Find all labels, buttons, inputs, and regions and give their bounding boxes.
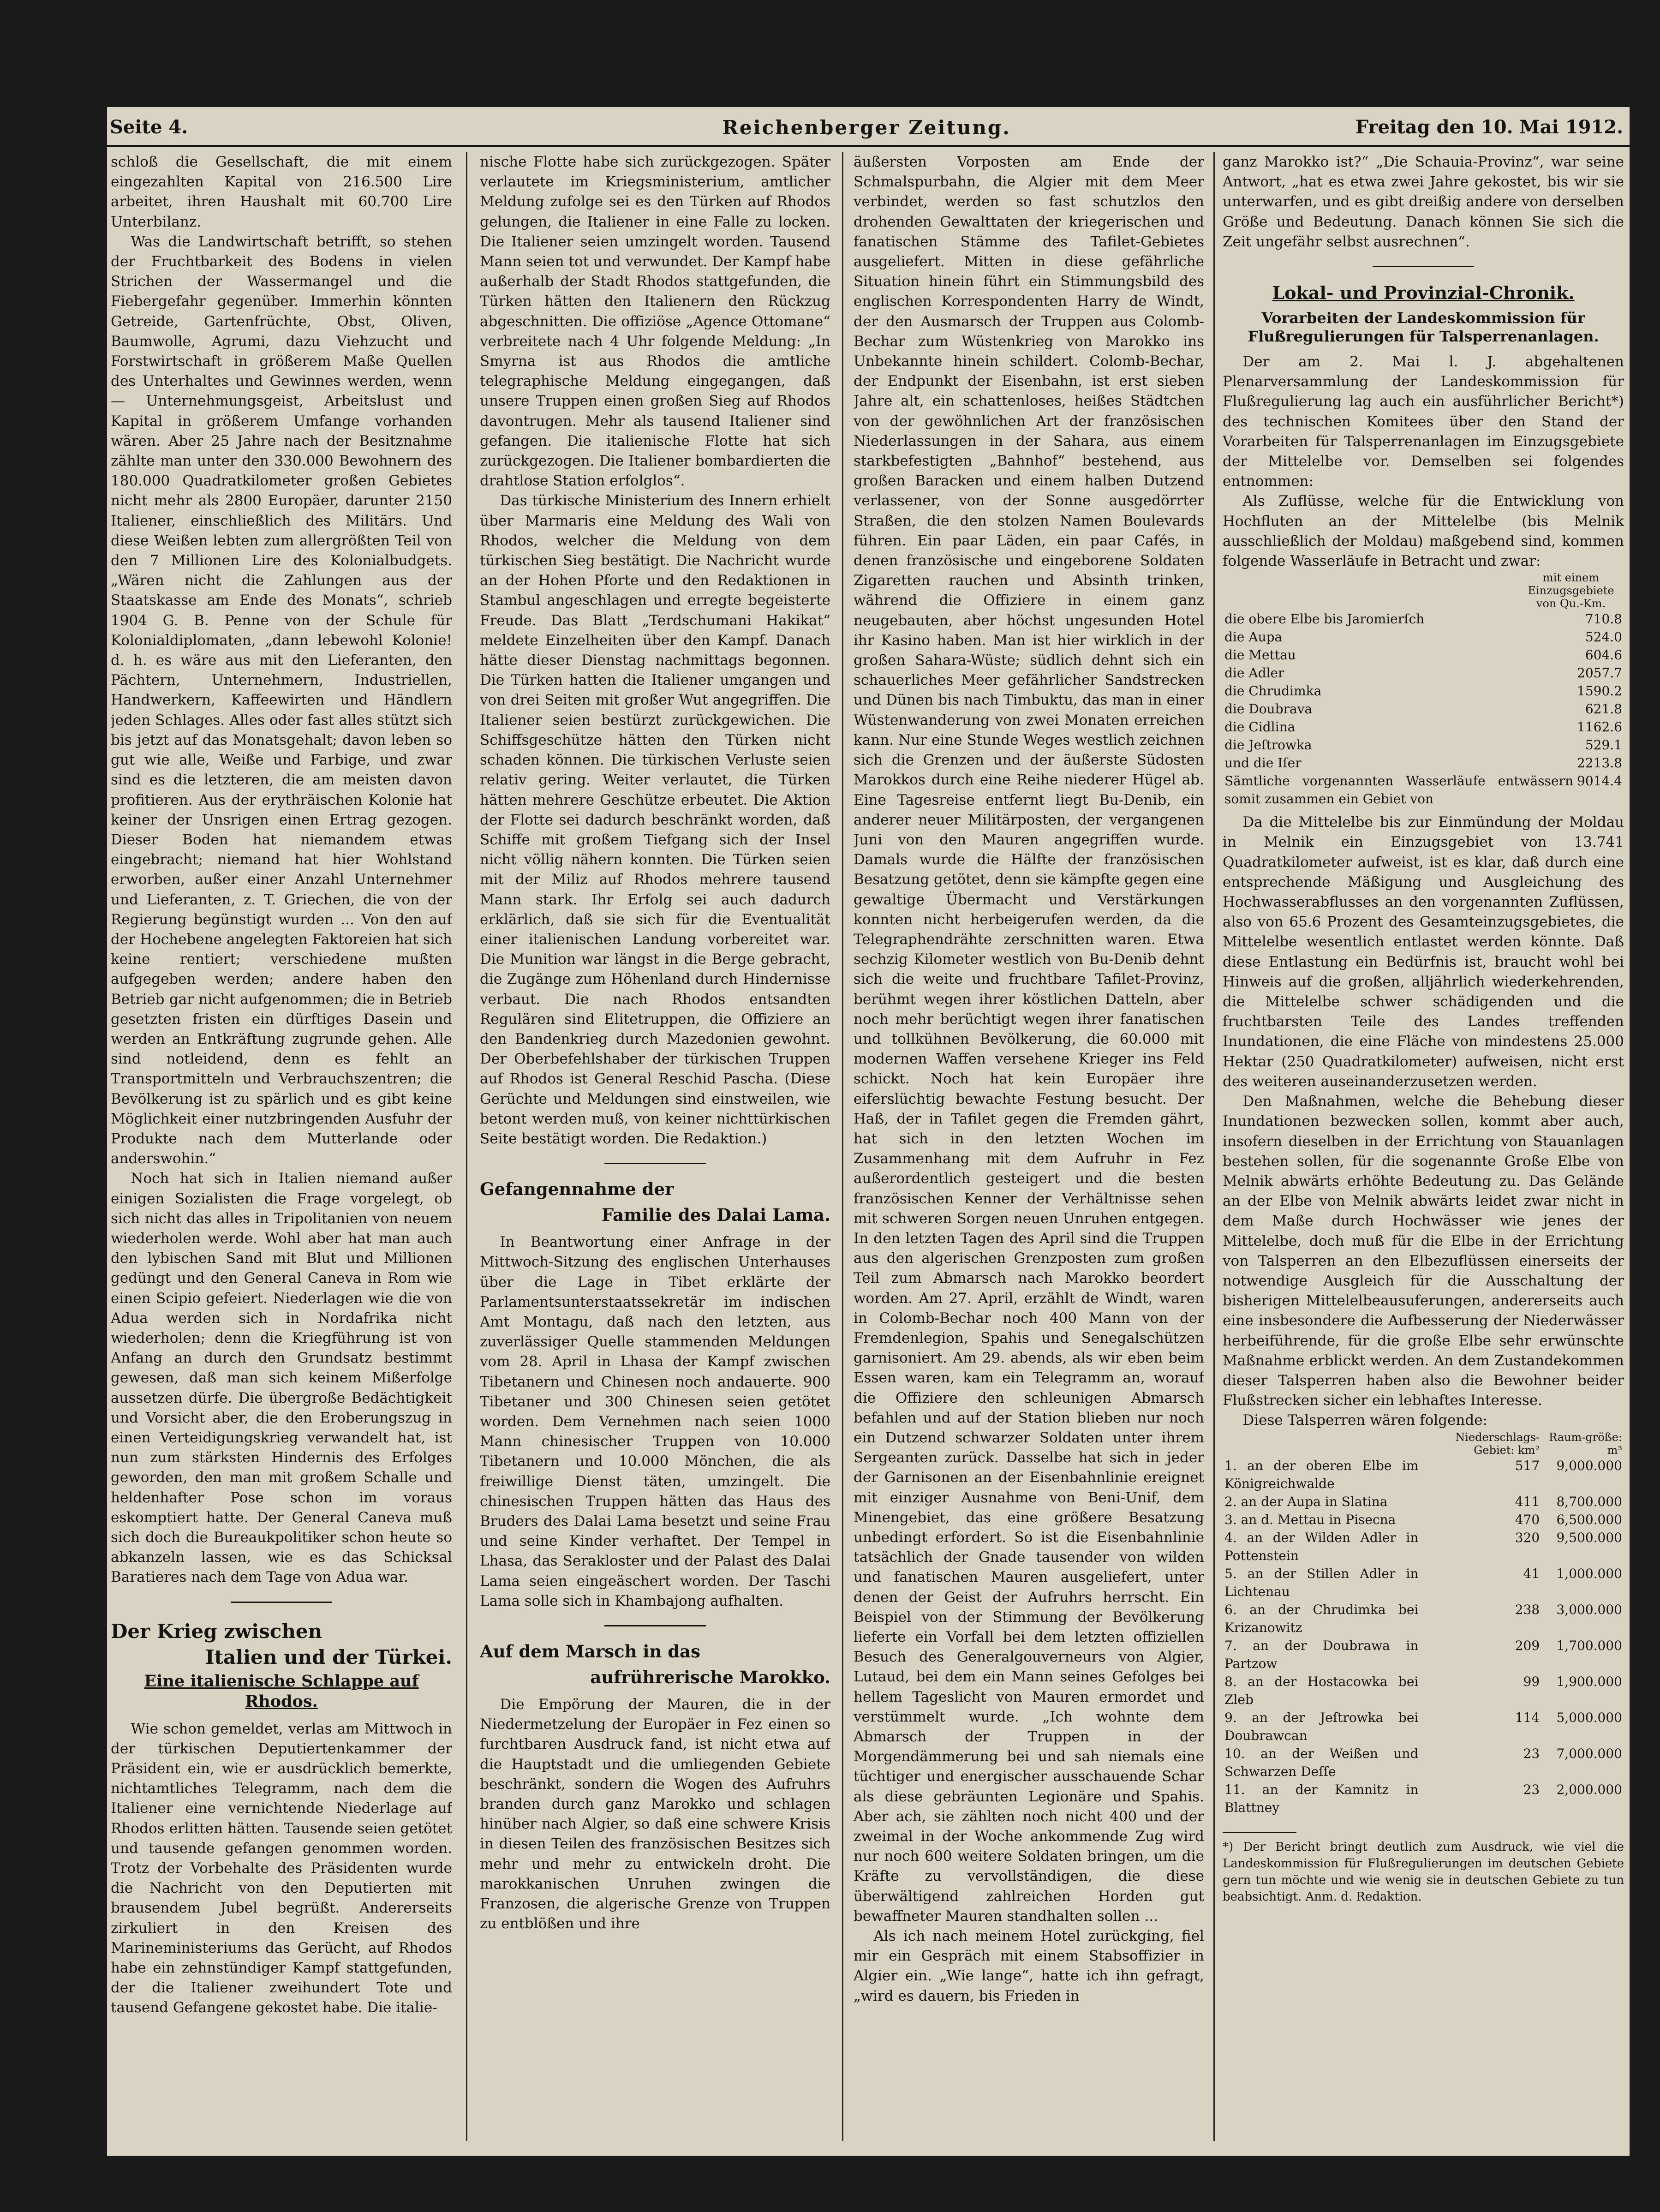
- column-divider: [466, 152, 467, 2141]
- article-paragraph: Noch hat sich in Italien niemand außer einigen Sozialisten die Frage vorgelegt, ob sich nicht das alles in Tripolitanien von neuem wiederholen werde. Wohl aber hat man auch den lybischen Sand mit Blut und Millionen gedüngt und den General Caneva in Rom wie einen Scipio gefeiert. Niederlagen wie die von Adua werden sich in Nordafrika nicht wiederholen; denn die Kriegführung ist von Anfang an durch den Grundsatz bestimmt gewesen, daß man sich keinem Mißerfolge aussetzen dürfe. Die übergroße Bedächtigkeit und Vorsicht aber, die den Eroberungszug in einen Verteidigungskrieg verwandelt hat, ist nun zum stärksten Hindernis des Erfolges geworden, den man mit großem Schalle und heldenhafter Pose schon im voraus eskomptiert hatte. Der General Caneva muß sich doch die Bureaukpolitiker schon heute so abkanzeln lassen, wie es das Schicksal Baratieres nach dem Tage von Adua war.: [111, 1170, 452, 1586]
- page-header: [110, 116, 1623, 142]
- dam-table-header-area: Niederschlags-Gebiet: km²: [1455, 1430, 1540, 1457]
- row-volume: 3,000.000: [1556, 1602, 1622, 1617]
- issue-date: Freitag den 10. Mai 1912.: [1355, 116, 1623, 138]
- row-label: 10. an der Weißen und Schwarzen Deſſe: [1224, 1746, 1419, 1779]
- headline-war: Der Krieg zwischen: [111, 1620, 322, 1643]
- row-label: 8. an der Hostacowka bei Zleb: [1224, 1674, 1419, 1707]
- table-row: [1223, 700, 1624, 718]
- row-label: die Jeſtrowka: [1224, 737, 1312, 753]
- row-volume: 1,900.000: [1556, 1674, 1622, 1689]
- headline-dalai-lama-2: Familie des Dalai Lama.: [601, 1205, 830, 1226]
- subheadline-talsperren: Vorarbeiten der Landeskommission für Flußregulierungen für Talsperrenanlagen.: [1248, 309, 1599, 346]
- row-value: 529.1: [1585, 737, 1622, 753]
- row-area: 209: [1515, 1638, 1540, 1653]
- table-row: [1223, 1457, 1624, 1493]
- catchment-table: [1223, 610, 1624, 808]
- row-area: 320: [1515, 1530, 1540, 1545]
- row-label: die Aupa: [1224, 629, 1283, 645]
- table-row: [1223, 646, 1624, 664]
- article-paragraph: In Beantwortung einer Anfrage in der Mittwoch-Sitzung des englischen Unterhauses über die Lage in Tibet erklärte der Parlamentsunterstaatssekretär im indischen Amt Montagu, daß nach den letzten, aus zuverlässiger Quelle stammenden Meldungen vom 28. April in Lhasa der Kampf zwischen Tibetanern und Chinesen noch andauerte. 900 Tibetaner und 300 Chinesen seien getötet worden. Dem Vernehmen nach seien 1000 Mann chinesischer Truppen von 10.000 Tibetanern und 10.000 Mönchen, die als freiwillige Dienst täten, umzingelt. Die chinesischen Truppen hätten das Haus des Bruders des Dalai Lama besetzt und seine Frau und seine Kinder verhaftet. Der Tempel in Lhasa, das Serakloster und der Palast des Dalai Lama seien eingeäschert worden. Der Taschi Lama solle sich in Khambajong aufhalten.: [480, 1234, 830, 1609]
- row-area: 238: [1515, 1602, 1540, 1617]
- article-paragraph: äußersten Vorposten am Ende der Schmalspurbahn, die Algier mit dem Meer verbindet, werden so fast schutzlos den drohenden Gewalttaten der kriegerischen und fanatischen Stämme des Tafilet-Gebietes ausgeliefert. Mitten in diese gefährliche Situation hinein führt ein Stimmungsbild des englischen Korrespondenten Harry de Windt, der den Ausmarsch der Truppen aus Colomb-Bechar zum Wüstenkrieg von Marokko ins Unbekannte hinein schildert. Colomb-Bechar, der Endpunkt der Eisenbahn, ist erst sieben Jahre alt, ein schattenloses, heißes Städtchen von der gewöhnlichen Art der französischen Niederlassungen in der Sahara, aus einem starkbefestigten „Bahnhof“ bestehend, aus großen Baracken und einem halben Dutzend verlassener, von der Sonne ausgedörrter Straßen, die den stolzen Namen Boulevards führen. Ein paar Läden, ein paar Cafés, in denen französische und eingeborene Soldaten Zigaretten rauchen und Absinth trinken, während die Offiziere in einem ganz neugebauten, aber höchst ungesunden Hotel ihr Kasino haben. Man ist hier wirklich in der großen Sahara-Wüste; südlich dehnt sich ein schauerliches Meer gefährlicher Sandstrecken und Dünen bis nach Timbuktu, das man in einer Wüstenwanderung von zwei Monaten erreichen kann. Nur eine Stunde Weges westlich zeichnen sich die Grenzen und der äußerste Südosten Marokkos durch eine Reihe niederer Hügel ab. Eine Tagesreise entfernt liegt Bu-Denib, ein anderer neuer Militärposten, der vergangenen Juni von den Mauren angegriffen wurde. Damals wurde die Hälfte der französischen Besatzung getötet, denn sie kämpfte gegen eine gewaltige Übermacht und Verstärkungen konnten nicht herbeigerufen werden, da die Telegraphendrähte zerschnitten waren. Etwa sechzig Kilometer westlich von Bu-Denib dehnt sich die weite und fruchtbare Tafilet-Provinz, berühmt wegen ihrer köstlichen Datteln, aber noch mehr berüchtigt wegen ihrer fanatischen und tollkühnen Bevölkerung, die 60.000 mit modernen Waffen versehene Krieger ins Feld schickt. Noch hat kein Europäer ihre eiferslüchtig bewachte Festung besucht. Der Haß, der in Tafilet gegen die Fremden gährt, hat sich in den letzten Wochen im Zusammenhang mit dem Aufruhr in Fez außerordentlich gesteigert und die besten französischen Kenner der Verhältnisse sehen mit schweren Sorgen neuen Unruhen entgegen. In den letzten Tagen des April sind die Truppen aus den algerischen Grenzposten zum großen Teil zum Abmarsch nach Marokko beordert worden. Am 27. April, erzählt de Windt, waren in Colomb-Bechar noch 400 Mann von der Fremdenlegion, Spahis und Senegalschützen garnisoniert. Am 29. abends, als wir eben beim Essen waren, kam ein Telegramm an, worauf die Offiziere den schleunigen Abmarsch befahlen und auf der Station blieben nur noch ein Dutzend schwarzer Soldaten unter ihrem Sergeanten zurück. Dasselbe hat sich in jeder der Garnisonen an der Eisenbahnlinie ereignet mit einziger Ausnahme von Beni-Unif, dem Minengebiet, das eine größere Besatzung unbedingt erfordert. So ist die Eisenbahnlinie tatsächlich der Gnade tausender von wilden und fanatischen Mauren ausgeliefert, unter denen der Geist der Aufruhrs herrscht. Ein Beispiel von der Stimmung der Bevölkerung lieferte ein Vorfall bei dem letzten offiziellen Besuch des Generalgouverneurs von Algier, Lutaud, bei dem ein Mann seines Gefolges bei hellem Tageslicht von Mauren ermordet und verstümmelt wurde. „Ich wohnte dem Abmarsch der Truppen in der Morgendämmerung bei und sah niemals eine tüchtiger und energischer ausschauende Schar als diese gebräunten Legionäre und Spahis. Aber ach, sie zählten noch nicht 400 und der zweimal in der Woche ankommende Zug wird nur noch 600 weitere Soldaten bringen, um die Kräfte zu vervollständigen, die diese überwältigend zahlreichen Horden gut bewaffneter Mauren standhalten sollen ...: [854, 154, 1204, 1925]
- row-label: 3. an d. Mettau in Pisecna: [1224, 1512, 1396, 1527]
- article-paragraph: Als Zuflüsse, welche für die Entwicklung von Hochfluten an der Mittelelbe (bis Melnik ausschließlich der Moldau) maßgebend sind, kommen folgende Wasserläufe in Betracht und zwar:: [1223, 493, 1624, 570]
- table-row: [1223, 1637, 1624, 1673]
- row-value: 2057.7: [1577, 665, 1622, 681]
- row-value: 2213.8: [1577, 755, 1622, 771]
- row-label: 1. an der oberen Elbe im Königreichwalde: [1224, 1458, 1419, 1491]
- table-row: [1223, 664, 1624, 682]
- section-rule: [604, 1163, 706, 1164]
- row-area: 99: [1523, 1674, 1540, 1689]
- row-value: 710.8: [1585, 611, 1622, 627]
- headline-dalai-lama: Gefangennahme der: [480, 1179, 674, 1200]
- row-value: 1162.6: [1577, 719, 1622, 735]
- subheadline-rhodos: Eine italienische Schlappe auf Rhodos.: [144, 1671, 419, 1711]
- row-value: 604.6: [1585, 647, 1622, 663]
- row-value: 621.8: [1585, 701, 1622, 717]
- row-area: 470: [1515, 1512, 1540, 1527]
- row-label: die Cidlina: [1224, 719, 1296, 735]
- table-row: [1223, 610, 1624, 628]
- row-volume: 9,500.000: [1556, 1530, 1622, 1545]
- row-area: 23: [1523, 1746, 1540, 1761]
- section-rule: [231, 1602, 332, 1603]
- section-rule: [1373, 266, 1474, 267]
- row-label: 11. an der Kamnitz in Blattney: [1224, 1782, 1419, 1815]
- column-1: [111, 152, 452, 2150]
- article-paragraph: nische Flotte habe sich zurückgezogen. Später verlautete im Kriegsministerium, amtlicher Meldung zufolge sei es den Türken auf Rhodos gelungen, die Italiener in eine Falle zu locken. Die Italiener seien umzingelt worden. Tausend Mann seien tot und verwundet. Der Kampf habe außerhalb der Stadt Rhodos stattgefunden, die Türken hätten den Italienern den Rückzug abgeschnitten. Die offiziöse „Agence Ottomane“ verbreitete nach 4 Uhr folgende Meldung: „In Smyrna ist aus Rhodos die amtliche telegraphische Meldung eingegangen, daß unsere Truppen einen großen Sieg auf Rhodos davontrugen. Mehr als tausend Italiener sind gefangen. Die italienische Flotte hat sich zurückgezogen. Die Italiener bombardierten die drahtlose Station erfolglos“.: [480, 154, 830, 490]
- row-volume: 2,000.000: [1556, 1782, 1622, 1797]
- row-label: 7. an der Doubrawa in Partzow: [1224, 1638, 1419, 1671]
- header-rule: [107, 145, 1630, 147]
- newspaper-title: Reichenberger Zeitung.: [722, 116, 1011, 139]
- row-value: 524.0: [1585, 629, 1622, 645]
- column-3: [854, 152, 1204, 2150]
- table1-unit-header: mit einem Einzugsgebiete von Qu.-Km.: [1528, 571, 1614, 610]
- column-divider: [1213, 152, 1215, 2141]
- row-value: 9014.4: [1577, 773, 1622, 789]
- row-label: Sämtliche vorgenannten Wasserläufe entwässern somit zusammen ein Gebiet von: [1224, 773, 1574, 807]
- table-row: [1223, 718, 1624, 736]
- row-label: 2. an der Aupa in Slatina: [1224, 1494, 1388, 1509]
- table-row: [1223, 754, 1624, 772]
- table-row: [1223, 628, 1624, 646]
- article-paragraph: Da die Mittelelbe bis zur Einmündung der Moldau in Melnik ein Einzugsgebiet von 13.741 Quadratkilometer aufweist, ist es klar, daß durch eine entsprechende Mäßigung und Ausgleichung des Hochwasserabflusses an den vorgenannten Zuflüssen, also von 65.6 Prozent des Gesamteinzugsgebietes, die Mittelelbe wesentlich entlastet werden könnte. Daß diese Entlastung ein Bedürfnis ist, braucht wohl bei Hinweis auf die großen, alljährlich wiederkehrenden, die Mittelelbe schwer schädigenden und die fruchtbarsten Teile des Landes treffenden Inundationen, die eine Fläche von mindestens 25.000 Hektar (250 Quadratkilometer) aufweisen, nicht erst des weiteren auseinanderzusetzen werden.: [1223, 814, 1624, 1090]
- column-2: [480, 152, 830, 2150]
- article-paragraph: Was die Landwirtschaft betrifft, so stehen der Fruchtbarkeit des Bodens in vielen Strichen der Wassermangel und die Fiebergefahr gegenüber. Immerhin könnten Getreide, Gartenfrüchte, Obst, Oliven, Baumwolle, Agrumi, dazu Viehzucht und Forstwirtschaft in größerem Maße Quellen des Unterhaltes und Gewinnes werden, wenn — Unternehmungsgeist, Arbeitslust und Kapital in größerem Umfange vorhanden wären. Aber 25 Jahre nach der Besitznahme zählte man unter den 330.000 Bewohnern des 180.000 Quadratkilometer großen Gebietes nicht mehr als 2800 Europäer, darunter 2150 Italiener, einschließlich des Militärs. Und diese Weißen lebten zum allergrößten Teil von den 7 Millionen Lire des Kolonialbudgets. „Wären nicht die Zahlungen aus der Staatskasse am Ende des Monats“, schrieb 1904 G. B. Penne von der Schule für Kolonialdiplomaten, „dann lebewohl Kolonie! d. h. es wäre aus mit den Lieferanten, den Pächtern, Unternehmern, Industriellen, Handwerkern, Kaffeewirten und Händlern jeden Schlages. Alles oder fast alles stützt sich bis jetzt auf das Monatsgehalt; davon leben so gut wie alle, Weiße und Farbige, und zwar sind es die letzteren, die am meisten davon profitieren. Aus der erythräischen Kolonie hat keiner der Unsrigen einen Ertrag gezogen. Dieser Boden hat niemandem etwas eingebracht; niemand hat hier Wohlstand erworben, außer einer Anzahl Unternehmer und Lieferanten, z. T. Griechen, die von der Regierung begünstigt wurden ... Von den auf der Hochebene angelegten Faktoreien hat sich keine rentiert; verschiedene mußten aufgegeben werden; andere haben den Betrieb gar nicht aufgenommen; die in Betrieb gesetzten fristen ein dürftiges Dasein und werden an Entkräftung zugrunde gehen. Alle sind notleidend, denn es fehlt an Transportmitteln und Verbrauchszentren; die Bevölkerung ist zu spärlich und es gibt keine Möglichkeit einer nutzbringenden Ausfuhr der Produkte nach dem Mutterlande oder anderswohin.“: [111, 233, 452, 1167]
- row-label: 5. an der Stillen Adler in Lichtenau: [1224, 1566, 1419, 1599]
- row-label: 4. an der Wilden Adler in Pottenstein: [1224, 1530, 1419, 1563]
- article-paragraph: Wie schon gemeldet, verlas am Mittwoch in der türkischen Deputiertenkammer der Präsident ein, wie er ausdrücklich bemerkte, nichtamtliches Telegramm, nach dem die Italiener eine vernichtende Niederlage auf Rhodos erlitten hätten. Tausende seien getötet und tausende gefangen genommen worden. Trotz der Vorbehalte des Präsidenten wurde die Nachricht von den Deputierten mit brausendem Jubel begrüßt. Andererseits zirkuliert in den Kreisen des Marineministeriums das Gerücht, auf Rhodos habe ein zehnstündiger Kampf stattgefunden, der die Italiener zweihundert Tote und tausend Gefangene gekostet habe. Die italie-: [111, 1720, 452, 2016]
- table-row: [1223, 1673, 1624, 1709]
- table-row: [1223, 1565, 1624, 1601]
- table-row: [1223, 772, 1624, 808]
- article-paragraph: Diese Talsperren wären folgende:: [1242, 1412, 1488, 1429]
- row-value: 1590.2: [1577, 683, 1622, 699]
- article-paragraph: Der am 2. Mai l. J. abgehaltenen Plenarversammlung der Landeskommission für Flußregulierung lag auch ein ausführlicher Bericht*) des technischen Komitees über den Stand der Vorarbeiten für Talsperrenanlagen im Einzugsgebiete der Mittelelbe vor. Demselben sei folgendes entnommen:: [1223, 353, 1624, 490]
- footnote: *) Der Bericht bringt deutlich zum Ausdruck, wie viel die Landeskommission für Flußregulierungen im deutschen Gebiete gern tun möchte und wie wenig sie in deutschen Gebiete zu tun beabsichtigt. Anm. d. Redaktion.: [1223, 1832, 1624, 1905]
- article-paragraph: Den Maßnahmen, welche die Behebung dieser Inundationen bezwecken sollen, kommt aber auch, insofern dieselben in der Errichtung von Stauanlagen bestehen sollen, für die sogenannte Große Elbe von Melnik abwärts erhöhte Bedeutung zu. Das Gelände an der Elbe von Melnik abwärts leidet zwar nicht in dem Maße durch Hochwässer wie jenes der Mittelelbe, doch muß für die Elbe in der Errichtung von Talsperren an den Elbezuflüssen einerseits der notwendige Ausgleich für die Ausschaltung der bisherigen Mittelelbeausuferungen, andererseits auch eine insbesondere die Aufbesserung der Niederwässer herbeiführende, für die große Elbe sehr erwünschte Maßnahme erblickt werden. An dem Zustandekommen dieser Talsperren haben also die Bewohner beider Flußstrecken sicher ein lebhaftes Interesse.: [1223, 1093, 1624, 1409]
- row-area: 517: [1515, 1458, 1540, 1473]
- table-row: [1223, 1511, 1624, 1529]
- row-label: 9. an der Jeſtrowka bei Doubrawcan: [1224, 1710, 1419, 1743]
- row-volume: 5,000.000: [1556, 1710, 1622, 1725]
- table-row: [1223, 1781, 1624, 1817]
- dam-table-header-volume: Raum-größe: m³: [1549, 1430, 1622, 1457]
- row-volume: 1,000.000: [1556, 1566, 1622, 1581]
- table-row: [1223, 736, 1624, 754]
- row-volume: 9,000.000: [1556, 1458, 1622, 1473]
- row-volume: 8,700.000: [1556, 1494, 1622, 1509]
- table-row: [1223, 1709, 1624, 1745]
- dam-table: [1223, 1431, 1624, 1817]
- column-4: [1223, 152, 1624, 2150]
- column-divider: [842, 152, 843, 2141]
- row-volume: 6,500.000: [1556, 1512, 1622, 1527]
- article-paragraph: Als ich nach meinem Hotel zurückging, fiel mir ein Gespräch mit einem Stabsoffizier in Algier ein. „Wie lange“, hatte ich ihn gefragt, „wird es dauern, bis Frieden in: [854, 1928, 1204, 2004]
- row-label: 6. an der Chrudimka bei Krizanowitz: [1224, 1602, 1419, 1635]
- page-number: Seite 4.: [110, 116, 188, 138]
- section-rule: [604, 1625, 706, 1626]
- table-row: [1223, 1745, 1624, 1781]
- table-row: [1223, 682, 1624, 700]
- row-label: die Doubrava: [1224, 701, 1313, 717]
- article-paragraph: ganz Marokko ist?“ „Die Schauia-Provinz“, war seine Antwort, „hat es etwa zwei Jahre gekostet, bis wir sie unterwarfen, und es gibt dreißig andere von derselben Größe und Bedeutung. Danach können Sie sich die Zeit ungefähr selbst ausrechnen“.: [1223, 154, 1624, 250]
- row-label: die Chrudimka: [1224, 683, 1322, 699]
- row-label: und die Iſer: [1224, 755, 1302, 771]
- row-area: 114: [1515, 1710, 1540, 1725]
- article-paragraph: Das türkische Ministerium des Innern erhielt über Marmaris eine Meldung des Wali von Rhodos, welcher die Meldung von dem türkischen Sieg bestätigt. Die Nachricht wurde an der Hohen Pforte und den Redaktionen in Stambul angeschlagen und erregte begeisterte Freude. Das Blatt „Terdschumani Hakikat“ meldete Einzelheiten über den Kampf. Danach hätte dieser Dienstag nachmittags begonnen. Die Türken hatten die Italiener umgangen und von drei Seiten mit großer Wut angegriffen. Die Italiener seien bestürzt zurückgewichen. Die Schiffsgeschütze hätten den Türken nicht schaden können. Die türkischen Verluste seien relativ gering. Weiter verlautet, die Türken hätten mehrere Geschütze erbeutet. Die Aktion der Flotte sei dadurch beschränkt worden, daß Schiffe mit großem Tiefgang sich der Insel nicht völlig nähern konnten. Die Türken seien mit der Miliz auf Rhodos mehrere tausend Mann stark. Ihr Erfolg sei auch dadurch erklärlich, daß sie sich für die Eventualität einer italienischen Landung vorbereitet war. Die Munition war längst in die Berge gebracht, die Zugänge zum Höhenland durch Hindernisse verbaut. Die nach Rhodos entsandten Regulären sind Elitetruppen, die Offiziere an den Bandenkrieg durch Mazedonien gewohnt. Der Oberbefehlshaber der türkischen Truppen auf Rhodos ist General Reschid Pascha. (Diese Gerüchte und Meldungen sind einstweilen, wie betont werden muß, von keiner nichttürkischen Seite bestätigt worden. Die Redaktion.): [480, 492, 830, 1147]
- table-row: [1223, 1529, 1624, 1565]
- headline-war-2: Italien und der Türkei.: [205, 1645, 452, 1668]
- row-label: die Adler: [1224, 665, 1284, 681]
- article-paragraph: schloß die Gesellschaft, die mit einem eingezahlten Kapital von 216.500 Lire arbeitet, ihren Haushalt mit 60.700 Lire Unterbilanz.: [111, 154, 452, 230]
- article-paragraph: Die Empörung der Mauren, die in der Niedermetzelung der Europäer in Fez einen so furchtbaren Ausdruck fand, ist nicht etwa auf die Hauptstadt und die umliegenden Gebiete beschränkt, sondern die Wogen des Aufruhrs branden durch ganz Marokko und schlagen hinüber nach Algier, so daß eine schwere Krisis in diesen Teilen des französischen Besitzes sich mehr und mehr zu entwickeln droht. Die marokkanischen Unruhen zwingen die Franzosen, die algerische Grenze von Truppen zu entblößen und ihre: [480, 1696, 830, 1932]
- headline-marokko: Auf dem Marsch in das: [480, 1641, 700, 1662]
- row-volume: 7,000.000: [1556, 1746, 1622, 1761]
- table-row: [1223, 1601, 1624, 1637]
- newspaper-page: [107, 107, 1630, 2156]
- headline-marokko-2: aufrührerische Marokko.: [590, 1667, 830, 1688]
- row-area: 411: [1515, 1494, 1540, 1509]
- row-volume: 1,700.000: [1556, 1638, 1622, 1653]
- row-label: die Mettau: [1224, 647, 1296, 663]
- table-row: [1223, 1493, 1624, 1511]
- headline-local-chronicle: Lokal- und Provinzial-Chronik.: [1272, 282, 1575, 304]
- row-area: 23: [1523, 1782, 1540, 1797]
- row-area: 41: [1523, 1566, 1540, 1581]
- row-label: die obere Elbe bis Jaromierſch: [1224, 611, 1425, 627]
